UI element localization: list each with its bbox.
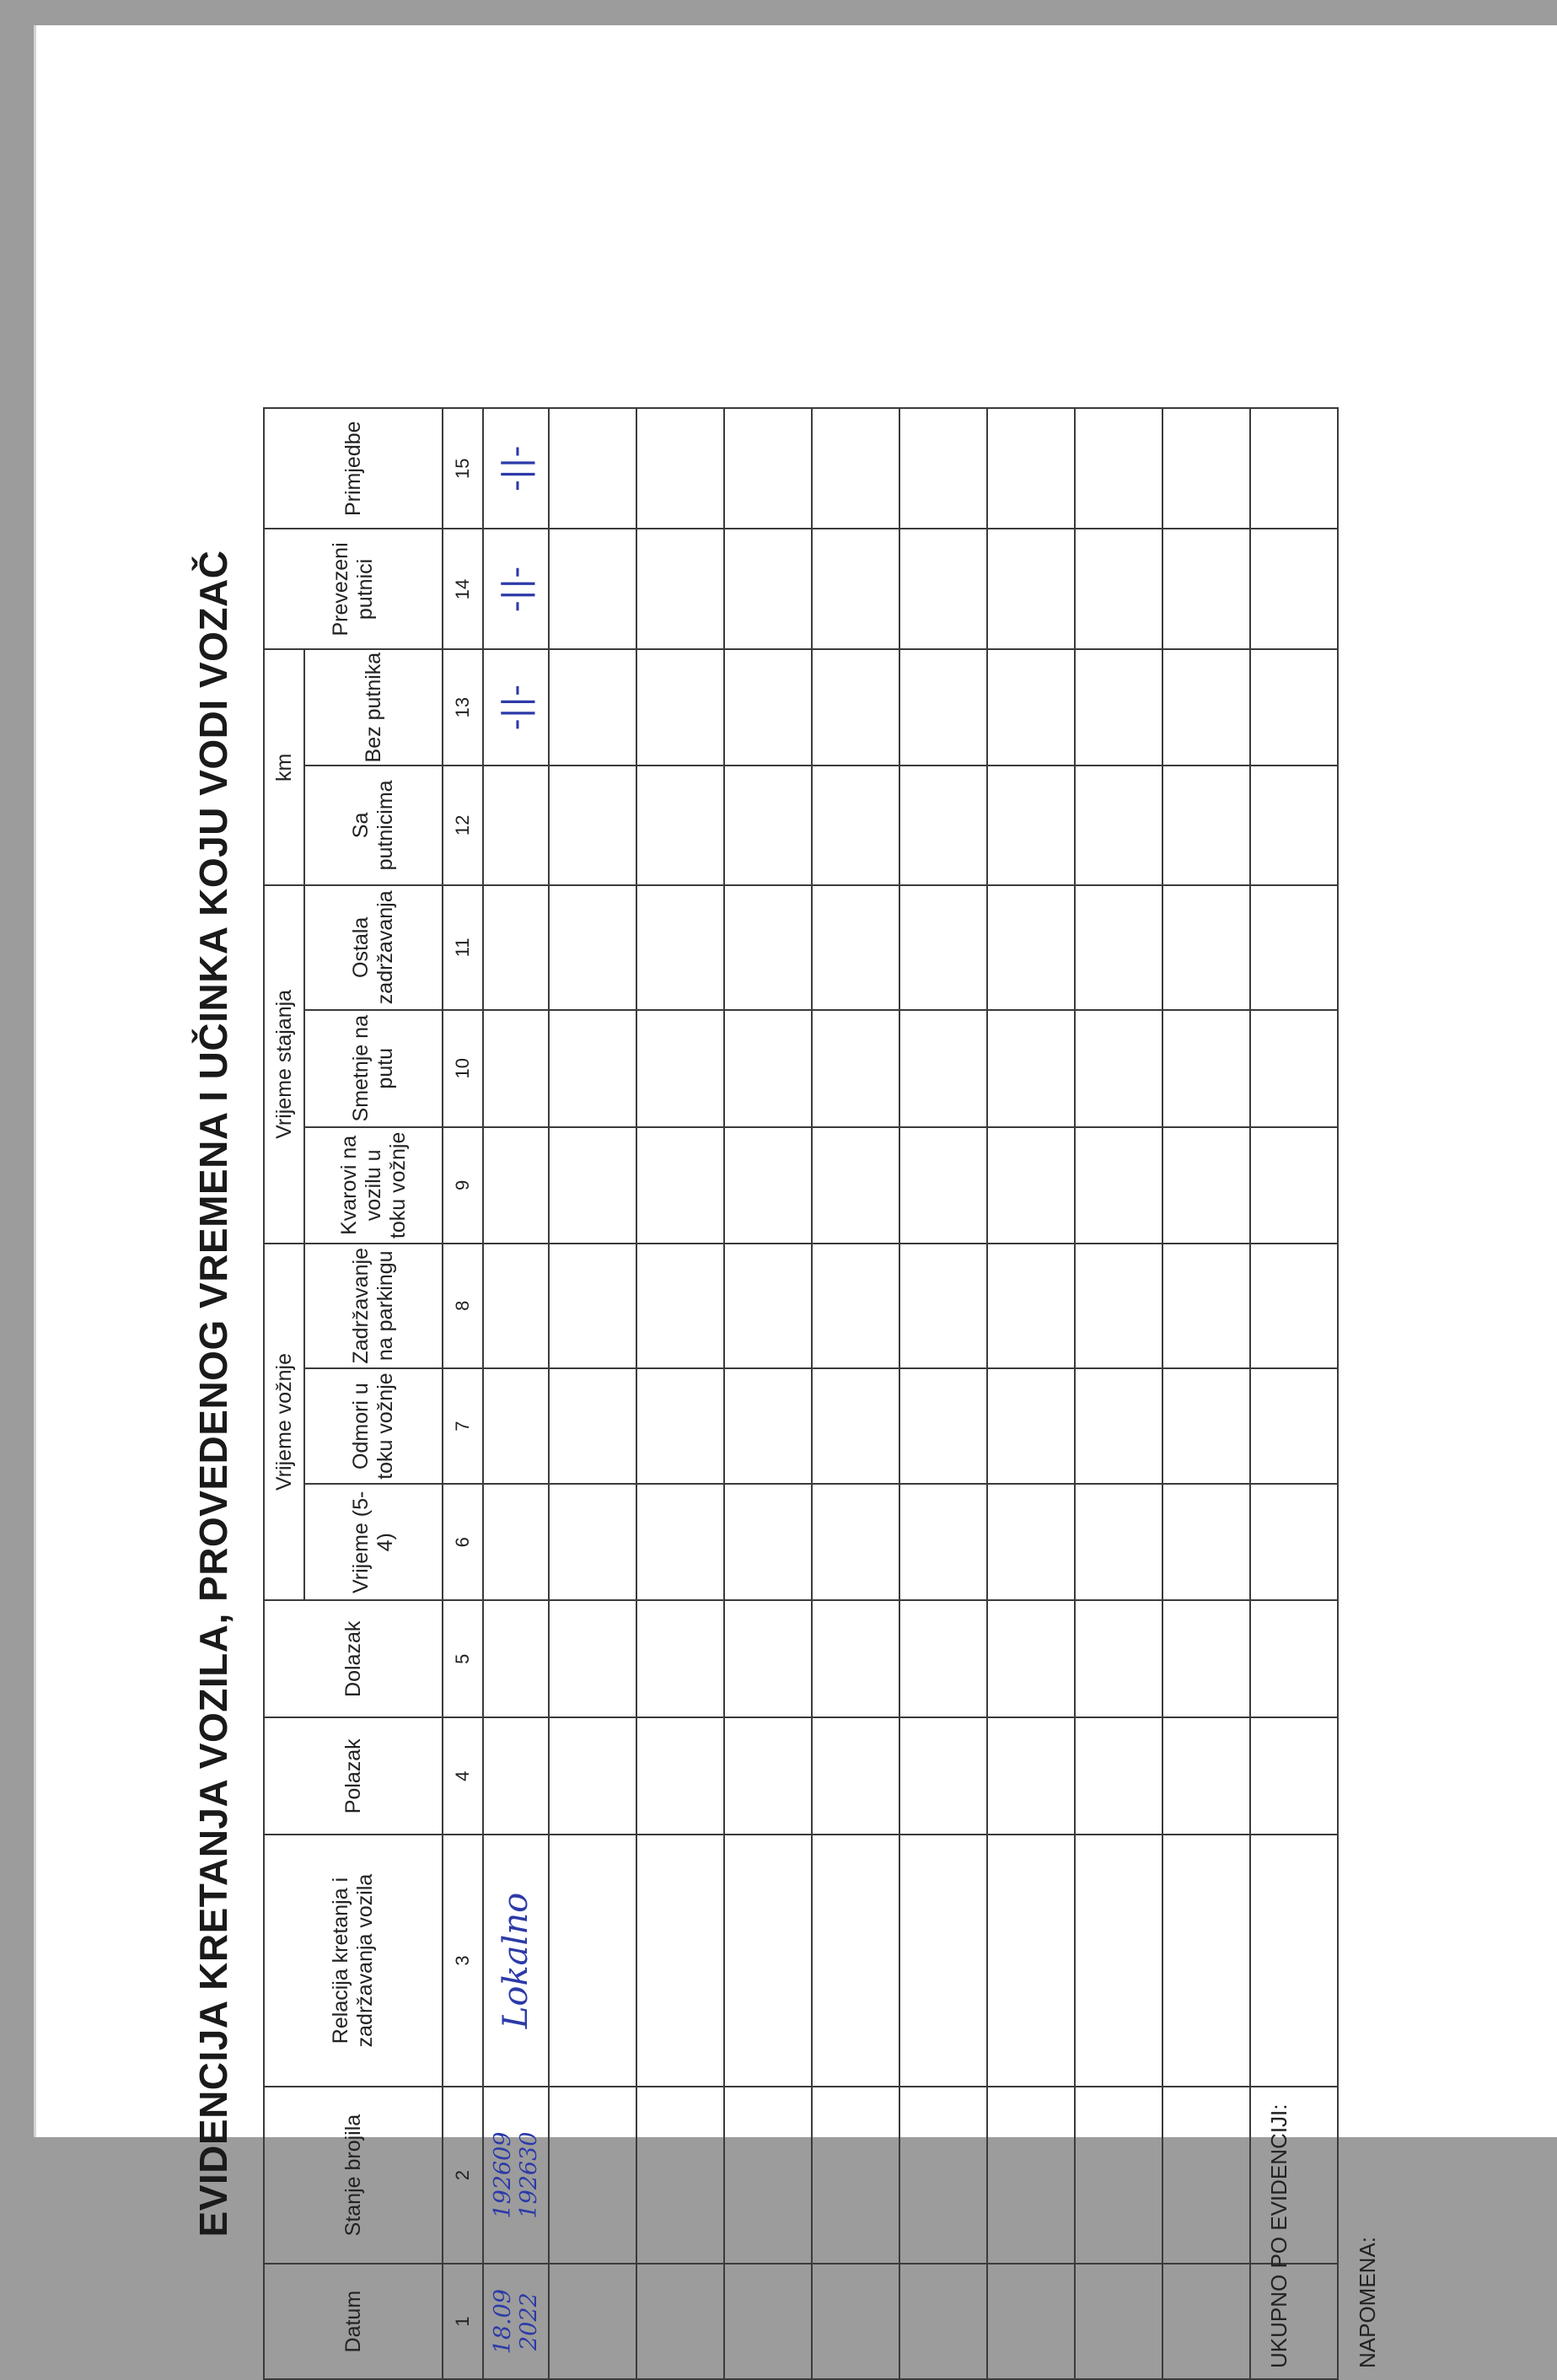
table-cell bbox=[1075, 1484, 1162, 1600]
table-cell bbox=[483, 1127, 549, 1244]
table-cell bbox=[1250, 1717, 1338, 1835]
table-cell bbox=[1162, 1600, 1250, 1717]
table-cell bbox=[812, 766, 899, 885]
table-cell bbox=[724, 1127, 812, 1244]
table-row bbox=[899, 408, 987, 2379]
table-cell bbox=[724, 1244, 812, 1368]
table-cell bbox=[987, 408, 1075, 529]
table-cell bbox=[987, 1127, 1075, 1244]
table-cell bbox=[636, 1835, 724, 2087]
table-row bbox=[1250, 408, 1338, 2379]
table-cell bbox=[812, 1010, 899, 1127]
col-header-stanje-brojila: Stanje brojila bbox=[264, 2087, 443, 2264]
column-number: 3 bbox=[443, 1835, 483, 2087]
table-cell bbox=[636, 1717, 724, 1835]
table-cell bbox=[1250, 2264, 1338, 2379]
table-row bbox=[1075, 408, 1162, 2379]
table-cell bbox=[1250, 1244, 1338, 1368]
table-cell bbox=[636, 2264, 724, 2379]
table-cell bbox=[899, 1010, 987, 1127]
table-row bbox=[812, 408, 899, 2379]
table-cell bbox=[636, 1244, 724, 1368]
table-cell bbox=[1075, 649, 1162, 765]
group-header-vrijeme-stajanja: Vrijeme stajanja bbox=[264, 885, 304, 1244]
table-cell bbox=[549, 2087, 636, 2264]
table-cell bbox=[899, 1244, 987, 1368]
table-cell bbox=[1162, 1717, 1250, 1835]
table-cell bbox=[483, 1244, 549, 1368]
col-header-kvarovi: Kvarovi na vozilu u toku vožnje bbox=[304, 1127, 443, 1244]
table-cell bbox=[636, 1127, 724, 1244]
table-cell bbox=[549, 1244, 636, 1368]
cell-bez-putnika: -||- bbox=[483, 649, 549, 765]
table-cell bbox=[724, 1010, 812, 1127]
table-cell bbox=[636, 1484, 724, 1600]
col-header-primjedbe: Primjedbe bbox=[264, 408, 443, 529]
paper-sheet bbox=[34, 25, 1557, 2368]
table-cell bbox=[1250, 2087, 1338, 2264]
column-number: 12 bbox=[443, 766, 483, 885]
table-cell bbox=[1162, 766, 1250, 885]
table-cell bbox=[899, 885, 987, 1010]
table-cell bbox=[483, 1368, 549, 1485]
table-cell bbox=[1250, 766, 1338, 885]
table-cell bbox=[1250, 1010, 1338, 1127]
table-cell bbox=[549, 1368, 636, 1485]
table-cell bbox=[1162, 1368, 1250, 1485]
table-row bbox=[987, 408, 1075, 2379]
table-cell bbox=[1075, 885, 1162, 1010]
table-cell bbox=[1250, 1835, 1338, 2087]
table-cell bbox=[987, 885, 1075, 1010]
group-header-km: km bbox=[264, 649, 304, 885]
table-cell bbox=[549, 529, 636, 649]
table-cell bbox=[812, 649, 899, 765]
table-row bbox=[549, 408, 636, 2379]
table-cell bbox=[549, 1127, 636, 1244]
table-cell bbox=[636, 529, 724, 649]
table-cell bbox=[1075, 529, 1162, 649]
form-title: EVIDENCIJA KRETANJA VOZILA, PROVEDENOG VREMENA I UČINKA KOJU VODI VOZAČ bbox=[191, 550, 235, 2238]
column-number: 10 bbox=[443, 1010, 483, 1127]
table-cell bbox=[899, 1717, 987, 1835]
table-cell bbox=[1250, 1600, 1338, 1717]
table-cell bbox=[987, 1835, 1075, 2087]
table-cell bbox=[724, 649, 812, 765]
column-number: 11 bbox=[443, 885, 483, 1010]
table-cell bbox=[1250, 649, 1338, 765]
table-cell bbox=[1250, 1484, 1338, 1600]
table-cell bbox=[1075, 2264, 1162, 2379]
table-cell bbox=[636, 766, 724, 885]
table-cell bbox=[549, 766, 636, 885]
table-cell bbox=[483, 1010, 549, 1127]
col-header-polazak: Polazak bbox=[264, 1717, 443, 1835]
table-cell bbox=[812, 2264, 899, 2379]
cell-relacija: Lokalno bbox=[483, 1835, 549, 2087]
table-cell bbox=[636, 1600, 724, 1717]
table-cell bbox=[1075, 1010, 1162, 1127]
table-cell bbox=[724, 885, 812, 1010]
table-row bbox=[636, 408, 724, 2379]
column-number: 7 bbox=[443, 1368, 483, 1485]
table-cell bbox=[1162, 408, 1250, 529]
table-cell bbox=[899, 1600, 987, 1717]
table-cell bbox=[1162, 885, 1250, 1010]
table-cell bbox=[724, 529, 812, 649]
column-number: 2 bbox=[443, 2087, 483, 2264]
table-cell bbox=[899, 1368, 987, 1485]
table-cell bbox=[724, 408, 812, 529]
table-cell bbox=[1075, 1244, 1162, 1368]
table-cell bbox=[812, 1484, 899, 1600]
table-cell bbox=[899, 649, 987, 765]
napomena-label: NAPOMENA: bbox=[1355, 2236, 1380, 2368]
table-cell bbox=[1162, 649, 1250, 765]
table-cell bbox=[724, 2087, 812, 2264]
table-cell bbox=[549, 1010, 636, 1127]
column-number: 1 bbox=[443, 2264, 483, 2379]
column-number: 8 bbox=[443, 1244, 483, 1368]
table-cell bbox=[1250, 885, 1338, 1010]
col-header-odmori: Odmori u toku vožnje bbox=[304, 1368, 443, 1485]
table-cell bbox=[724, 1368, 812, 1485]
table-cell bbox=[812, 1244, 899, 1368]
table-cell bbox=[812, 529, 899, 649]
table-cell bbox=[483, 885, 549, 1010]
table-cell bbox=[899, 529, 987, 649]
cell-primjedbe: -||- bbox=[483, 408, 549, 529]
table-cell bbox=[1162, 1835, 1250, 2087]
col-header-smetnje: Smetnje na putu bbox=[304, 1010, 443, 1127]
table-cell bbox=[549, 1835, 636, 2087]
cell-datum: 18.09 2022 bbox=[483, 2264, 549, 2379]
table-cell bbox=[987, 1600, 1075, 1717]
column-number: 15 bbox=[443, 408, 483, 529]
table-cell bbox=[549, 2264, 636, 2379]
table-cell bbox=[1162, 2087, 1250, 2264]
table-cell bbox=[899, 1127, 987, 1244]
table-cell bbox=[987, 2087, 1075, 2264]
rotated-form bbox=[191, 407, 1380, 2380]
table-cell bbox=[549, 885, 636, 1010]
table-cell bbox=[483, 1600, 549, 1717]
table-cell bbox=[636, 1010, 724, 1127]
column-number: 5 bbox=[443, 1600, 483, 1717]
table-cell bbox=[636, 649, 724, 765]
table-cell bbox=[1162, 2264, 1250, 2379]
table-cell bbox=[1075, 1368, 1162, 1485]
table-cell bbox=[812, 1717, 899, 1835]
table-cell bbox=[1075, 766, 1162, 885]
col-header-bez-putnika: Bez putnika bbox=[304, 649, 443, 765]
table-cell bbox=[1250, 1127, 1338, 1244]
column-number: 9 bbox=[443, 1127, 483, 1244]
table-cell bbox=[812, 1127, 899, 1244]
table-cell bbox=[899, 2264, 987, 2379]
table-cell bbox=[1075, 2087, 1162, 2264]
table-cell bbox=[1162, 1484, 1250, 1600]
column-number: 14 bbox=[443, 529, 483, 649]
table-cell bbox=[549, 408, 636, 529]
table-cell bbox=[987, 1368, 1075, 1485]
table-cell bbox=[1075, 1127, 1162, 1244]
col-header-vrijeme: Vrijeme (5-4) bbox=[304, 1484, 443, 1600]
table-cell bbox=[724, 2264, 812, 2379]
table-cell bbox=[812, 1368, 899, 1485]
table-row bbox=[724, 408, 812, 2379]
col-header-dolazak: Dolazak bbox=[264, 1600, 443, 1717]
column-number: 4 bbox=[443, 1717, 483, 1835]
table-cell bbox=[483, 1717, 549, 1835]
table-cell bbox=[636, 1368, 724, 1485]
table-cell bbox=[636, 885, 724, 1010]
table-cell bbox=[987, 1244, 1075, 1368]
table-cell bbox=[987, 2264, 1075, 2379]
table-cell bbox=[549, 1717, 636, 1835]
table-row bbox=[1162, 408, 1250, 2379]
table-cell bbox=[812, 1600, 899, 1717]
table-cell bbox=[1250, 1368, 1338, 1485]
table-cell bbox=[549, 1600, 636, 1717]
table-cell bbox=[1075, 1600, 1162, 1717]
table-cell bbox=[987, 1484, 1075, 1600]
table-cell bbox=[549, 649, 636, 765]
table-cell bbox=[1162, 1127, 1250, 1244]
table-cell bbox=[899, 766, 987, 885]
table-cell bbox=[1075, 1835, 1162, 2087]
table-row bbox=[483, 408, 549, 2379]
col-header-sa-putnicima: Sa putnicima bbox=[304, 766, 443, 885]
col-header-ostala: Ostala zadržavanja bbox=[304, 885, 443, 1010]
table-cell bbox=[812, 2087, 899, 2264]
col-header-parking: Zadržavanje na parkingu bbox=[304, 1244, 443, 1368]
table-cell bbox=[636, 2087, 724, 2264]
table-cell bbox=[483, 766, 549, 885]
table-cell bbox=[987, 1717, 1075, 1835]
column-number-row bbox=[443, 408, 483, 2379]
column-number: 6 bbox=[443, 1484, 483, 1600]
col-header-relacija: Relacija kretanja i zadržavanja vozila bbox=[264, 1835, 443, 2087]
table-cell bbox=[812, 885, 899, 1010]
table-cell bbox=[987, 766, 1075, 885]
table-cell bbox=[1250, 529, 1338, 649]
table-cell bbox=[724, 1484, 812, 1600]
table-cell bbox=[812, 408, 899, 529]
table-cell bbox=[1162, 1244, 1250, 1368]
table-cell bbox=[483, 1484, 549, 1600]
table-cell bbox=[724, 1600, 812, 1717]
table-cell bbox=[987, 1010, 1075, 1127]
log-table bbox=[263, 407, 1339, 2380]
table-cell bbox=[1075, 1717, 1162, 1835]
col-header-prevezeni-putnici: Prevezeni putnici bbox=[264, 529, 443, 649]
table-cell bbox=[812, 1835, 899, 2087]
table-cell bbox=[724, 766, 812, 885]
table-cell bbox=[549, 1484, 636, 1600]
table-cell bbox=[724, 1835, 812, 2087]
table-cell bbox=[899, 2087, 987, 2264]
column-number: 13 bbox=[443, 649, 483, 765]
table-cell bbox=[1162, 529, 1250, 649]
table-cell bbox=[724, 1717, 812, 1835]
table-cell bbox=[899, 408, 987, 529]
table-cell bbox=[1162, 1010, 1250, 1127]
table-cell bbox=[987, 649, 1075, 765]
cell-prevezeni-putnici: -||- bbox=[483, 529, 549, 649]
cell-stanje-brojila: 192609 192630 bbox=[483, 2087, 549, 2264]
table-cell bbox=[899, 1484, 987, 1600]
table-cell bbox=[987, 529, 1075, 649]
table-cell bbox=[1250, 408, 1338, 529]
col-header-datum: Datum bbox=[264, 2264, 443, 2379]
table-cell bbox=[899, 1835, 987, 2087]
table-cell bbox=[1075, 408, 1162, 529]
table-cell bbox=[636, 408, 724, 529]
ukupno-label: UKUPNO PO EVIDENCIJI: bbox=[1266, 2103, 1291, 2368]
group-header-vrijeme-voznje: Vrijeme vožnje bbox=[264, 1244, 304, 1600]
